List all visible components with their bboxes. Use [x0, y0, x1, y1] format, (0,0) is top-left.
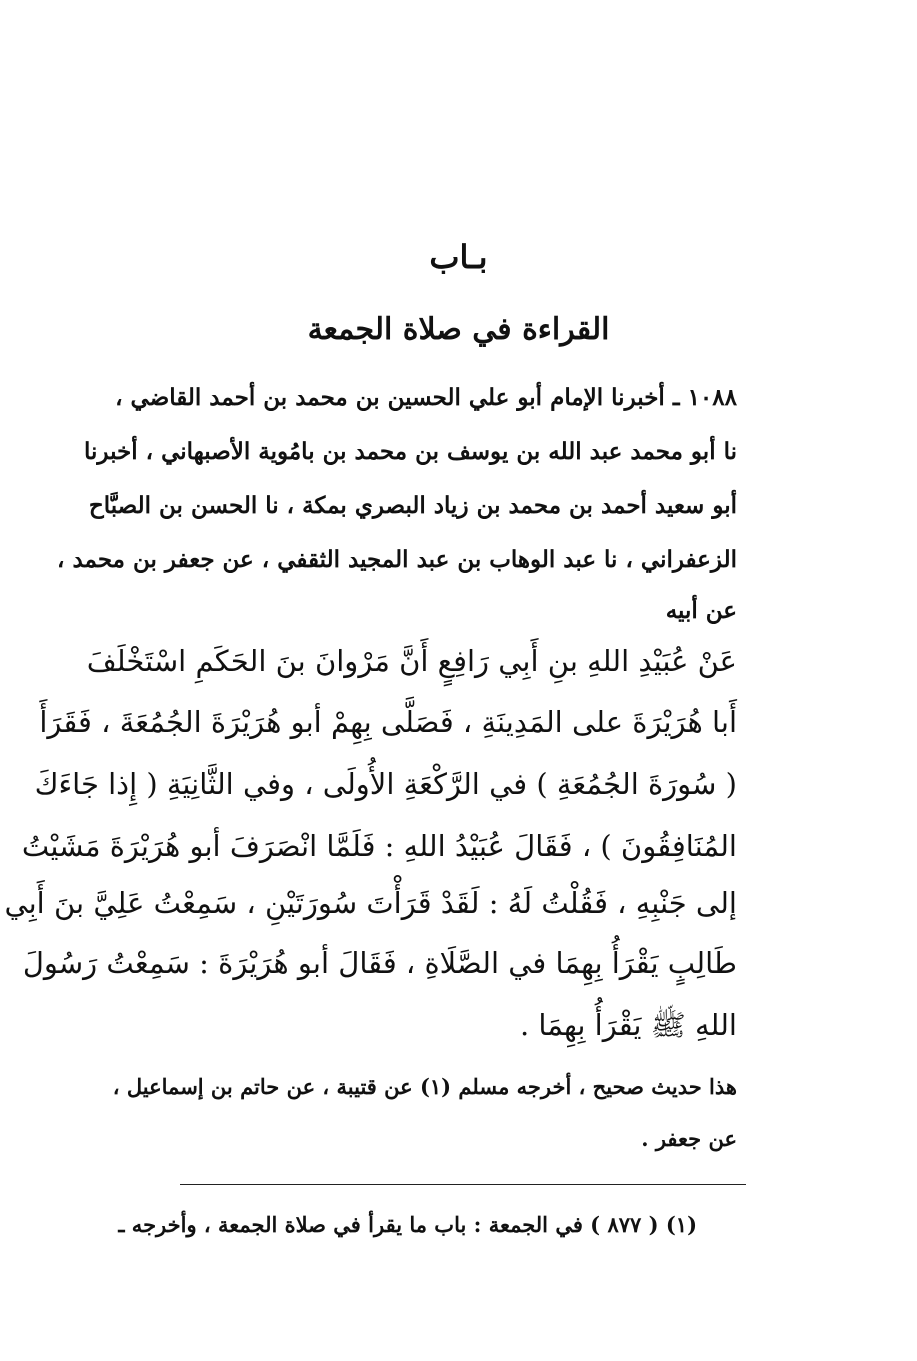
matn-line: أَبا هُرَيْرَةَ على المَدِينَةِ ، فَصَلَّى بِهِمْ أبو هُرَيْرَةَ الجُمُعَةَ ، فَقَرَأَ — [39, 705, 737, 739]
grading-comment-line: عن جعفر . — [641, 1126, 737, 1151]
matn-line: ( سُورَةَ الجُمُعَةِ ) في الرَّكْعَةِ الأُولَى ، وفي الثَّانِيَةِ ( إِذا جَاءَكَ — [34, 767, 737, 801]
matn-line: المُنَافِقُونَ ) ، فَقَالَ عُبَيْدُ اللهِ : فَلَمَّا انْصَرَفَ أبو هُرَيْرَةَ مَشَيْتُ — [21, 829, 737, 863]
isnad-line: عن أبيه — [665, 597, 737, 624]
matn-line: عَنْ عُبَيْدِ اللهِ بنِ أَبِي رَافِعٍ أَنَّ مَرْوانَ بنَ الحَكَمِ اسْتَخْلَفَ — [86, 644, 737, 678]
chapter-title: بـاب — [429, 238, 488, 276]
matn-line: اللهِ ﷺ يَقْرَأُ بِهِمَا . — [519, 1008, 737, 1042]
matn-line: طَالِبٍ يَقْرَأُ بِهِمَا في الصَّلَاةِ ، فَقَالَ أبو هُرَيْرَةَ : سَمِعْتُ رَسُولَ — [22, 946, 737, 980]
isnad-line: الزعفراني ، نا عبد الوهاب بن عبد المجيد الثقفي ، عن جعفر بن محمد ، — [57, 546, 737, 573]
footnote-separator — [180, 1184, 746, 1185]
chapter-subtitle: القراءة في صلاة الجمعة — [307, 312, 610, 347]
matn-line: إلى جَنْبِهِ ، فَقُلْتُ لَهُ : لَقَدْ قَرَأْتَ سُورَتَيْنِ ، سَمِعْتُ عَلِيَّ بنَ أَبِي — [4, 886, 737, 920]
isnad-line: ١٠٨٨ ـ أخبرنا الإمام أبو علي الحسين بن محمد بن أحمد القاضي ، — [115, 384, 737, 411]
grading-comment-line: هذا حديث صحيح ، أخرجه مسلم (١) عن قتيبة ، عن حاتم بن إسماعيل ، — [112, 1074, 737, 1099]
isnad-line: أبو سعيد أحمد بن محمد بن زياد البصري بمكة ، نا الحسن بن الصبَّاح — [88, 492, 737, 519]
isnad-line: نا أبو محمد عبد الله بن يوسف بن محمد بن بامُوية الأصبهاني ، أخبرنا — [84, 438, 737, 465]
footnote: (١) ( ٨٧٧ ) في الجمعة : باب ما يقرأ في صلاة الجمعة ، وأخرجه ـ — [118, 1212, 697, 1237]
